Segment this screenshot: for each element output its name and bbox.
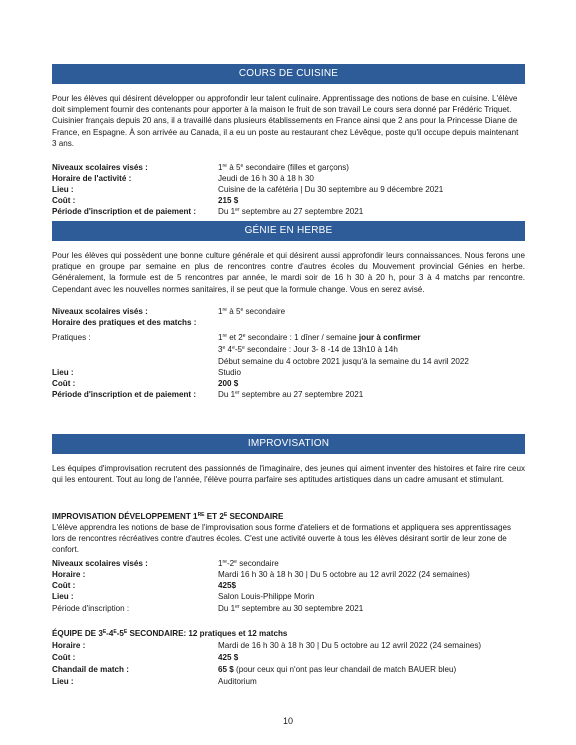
section-banner-improvisation: IMPROVISATION [52, 434, 525, 454]
impro-dev-lieu-value: Salon Louis-Philippe Morin [218, 592, 315, 601]
cuisine-niveaux-label: Niveaux scolaires visés : [52, 163, 148, 172]
genie-horaire-row [52, 317, 525, 328]
impro-dev-periode-row [52, 603, 525, 614]
section-banner-genie: GÉNIE EN HERBE [52, 221, 525, 241]
genie-periode-value: Du 1er septembre au 27 septembre 2021 [218, 390, 364, 399]
impro-equipe-lieu-row [52, 676, 525, 687]
genie-pratiques-line3: Début semaine du 4 octobre 2021 jusqu'à la semaine du 14 avril 2022 [218, 357, 469, 366]
impro-dev-niveaux-value: 1re-2e secondaire [218, 559, 279, 568]
genie-pratiques-line1: 1re et 2e secondaire : 1 dîner / semaine jour à confirmer [218, 333, 421, 342]
impro-equipe-cout-value: 425 $ [218, 653, 239, 662]
impro-equipe-horaire-row [52, 640, 525, 651]
genie-niveaux-row [52, 306, 525, 317]
cuisine-lieu-value: Cuisine de la cafétéria | Du 30 septembre au 9 décembre 2021 [218, 185, 444, 194]
impro-equipe-cout-label: Coût : [52, 653, 76, 662]
cuisine-niveaux-row [52, 162, 525, 173]
genie-pratiques-row3 [52, 356, 525, 367]
cuisine-lieu-row [52, 184, 525, 195]
impro-equipe-chandail-row [52, 664, 525, 675]
impro-dev-lieu-row [52, 591, 525, 602]
cuisine-cout-label: Coût : [52, 196, 76, 205]
genie-pratiques-line2: 3e 4e-5e secondaire : Jour 3- 8 -14 de 13h10 à 14h [218, 345, 398, 354]
impro-equipe-heading: ÉQUIPE DE $3^E-4^E-5^E$ SECONDAIRE: 12 pratiques et 12 matchs [52, 629, 288, 638]
genie-cout-label: Coût : [52, 379, 76, 388]
cuisine-description: Pour les élèves qui désirent développer ou approfondir leur talent culinaire. Apprentissage des notions de base en cuisine. L'élève doit simplement fournir des contenants pour apporter à la maison le fruit de son travail Le cours sera donné par Frédéric Triquet. Cuisinier français depuis 20 ans, il a travaillé dans plusieurs établissements en France ainsi que 2 ans pour la Princesse Diane de France, en Espagne. À son arrivée au Canada, il a eu un poste au restaurant chez Lévêque, poste qu'il occupe depuis maintenant 3 ans. [52, 94, 519, 148]
genie-niveaux-value: 1re à 5e secondaire [218, 307, 286, 316]
impro-dev-heading: IMPROVISATION DÉVELOPPEMENT 1RE ET $2^E$ SECONDAIRE [52, 512, 284, 521]
genie-pratiques-row2 [52, 344, 525, 355]
impro-dev-niveaux-row [52, 558, 525, 569]
impro-dev-periode-label: Période d'inscription : [52, 604, 130, 613]
cuisine-periode-value: Du 1er septembre au 27 septembre 2021 [218, 207, 364, 216]
impro-dev-cout-label: Coût : [52, 581, 76, 590]
cuisine-horaire-value: Jeudi de 16 h 30 à 18 h 30 [218, 174, 314, 183]
impro-equipe-chandail-label: Chandail de match : [52, 665, 129, 674]
impro-equipe-chandail-value: 65 $ (pour ceux qui n'ont pas leur chandail de match BAUER bleu) [218, 665, 457, 674]
page-number: 10 [282, 716, 293, 726]
impro-dev-cout-value: 425$ [218, 581, 237, 590]
impro-dev-horaire-label: Horaire : [52, 570, 86, 579]
genie-lieu-row [52, 367, 525, 378]
genie-lieu-label: Lieu : [52, 368, 74, 377]
impro-description: Les équipes d'improvisation recrutent des passionnés de l'imaginaire, des jeunes qui aiment inventer des histoires et faire rire ceux qui les entourent. Tout au long de l'année, l'élève pourra parfaire ses aptitudes artistiques dans un cadre amusant et stimulant. [52, 464, 525, 485]
section-banner-cuisine: COURS DE CUISINE [52, 64, 525, 84]
cuisine-horaire-row [52, 173, 525, 184]
cuisine-cout-value: 215 $ [218, 196, 239, 205]
cuisine-horaire-label: Horaire de l'activité : [52, 174, 132, 183]
impro-dev-cout-row [52, 580, 525, 591]
genie-description: Pour les élèves qui possèdent une bonne culture générale et qui désirent aussi approfondir leurs connaissances. Nous ferons une pratique en groupe par semaine en plus de rencontres contre d'autres écoles du Mouvement provincial Génies en herbe. Généralement, la formule est de 5 rencontres par année, le mardi soir de 16 h 30 à 20 h, pour 3 à 4 matchs par rencontre. Cependant avec les nouvelles normes sanitaires, il se peut que la formule change. Vous en serez avisé. [52, 251, 525, 294]
impro-equipe-lieu-value: Auditorium [218, 677, 257, 686]
genie-pratiques-label: Pratiques : [52, 333, 91, 342]
genie-periode-label: Période d'inscription et de paiement : [52, 390, 197, 399]
cuisine-periode-label: Période d'inscription et de paiement : [52, 207, 197, 216]
cuisine-niveaux-value: 1re à 5e secondaire (filles et garçons) [218, 163, 349, 172]
genie-horaire-label: Horaire des pratiques et des matchs : [52, 318, 197, 327]
genie-cout-value: 200 $ [218, 379, 239, 388]
cuisine-cout-row [52, 195, 525, 206]
impro-dev-description: L'élève apprendra les notions de base de l'improvisation sous forme d'ateliers et de formations et appliquera ses apprentissages lors de rencontres récréatives contre d'autres écoles. C'est une activité ouverte à tous les élèves désirant sortir de leur zone de confort. [52, 523, 512, 555]
genie-cout-row [52, 378, 525, 389]
impro-equipe-cout-row [52, 652, 525, 663]
impro-dev-horaire-value: Mardi 16 h 30 à 18 h 30 | Du 5 octobre au 12 avril 2022 (24 semaines) [218, 570, 470, 579]
genie-periode-row [52, 389, 525, 400]
impro-dev-periode-value: Du 1er septembre au 30 septembre 2021 [218, 604, 364, 613]
cuisine-periode-row [52, 206, 525, 217]
genie-pratiques-row [52, 332, 525, 343]
impro-equipe-horaire-value: Mardi de 16 h 30 à 18 h 30 | Du 5 octobre au 12 avril 2022 (24 semaines) [218, 641, 482, 650]
impro-dev-horaire-row [52, 569, 525, 580]
cuisine-lieu-label: Lieu : [52, 185, 74, 194]
impro-dev-lieu-label: Lieu : [52, 592, 74, 601]
genie-niveaux-label: Niveaux scolaires visés : [52, 307, 148, 316]
impro-equipe-horaire-label: Horaire : [52, 641, 86, 650]
impro-equipe-lieu-label: Lieu : [52, 677, 74, 686]
genie-lieu-value: Studio [218, 368, 241, 377]
impro-dev-niveaux-label: Niveaux scolaires visés : [52, 559, 148, 568]
